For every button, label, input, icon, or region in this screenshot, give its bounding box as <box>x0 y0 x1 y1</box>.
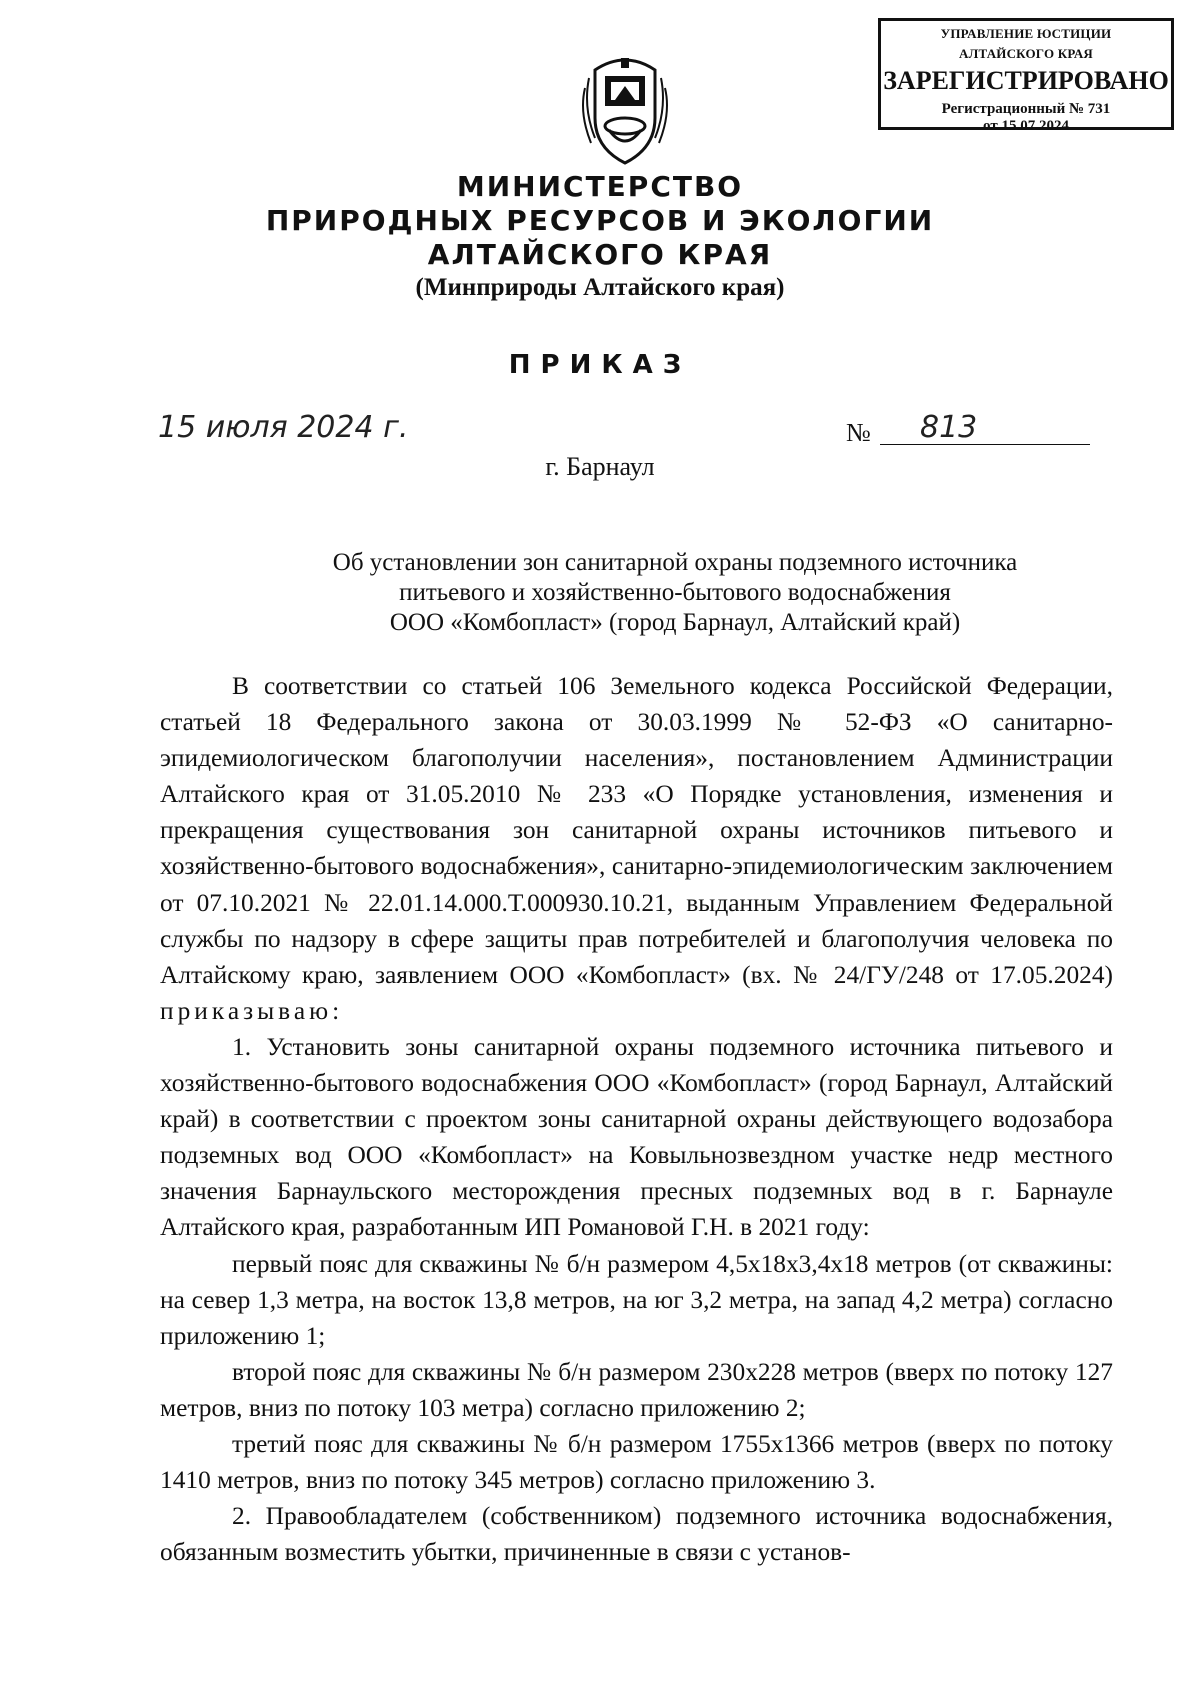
ministry-header <box>0 170 1200 304</box>
city-line: г. Барнаул <box>545 452 655 481</box>
order-subject <box>250 548 1100 638</box>
stamp-org-line1: УПРАВЛЕНИЕ ЮСТИЦИИ <box>940 26 1112 41</box>
paragraph-item-1: 1. Установить зоны санитарной охраны подземного источника питьевого и хозяйственно-бытового водоснабжения ООО «Комбопласт» (город Барнаул, Алтайский край) в соответствии с проектом зоны санитарной охраны действующего водозабора подземных вод ООО «Комбопласт» на Ковыльнозвездном участке недр местного значения Барнаульского месторождения пресных подземных вод в г. Барнауле Алтайского края, разработанным ИП Романовой Г.Н. в 2021 году: <box>160 1032 1113 1242</box>
paragraph-zone-1: первый пояс для скважины № б/н размером 4,5х18х3,4х18 метров (от скважины: на север 1,3 метра, на восток 13,8 метров, на юг 3,2 метра, на запад 4,2 метра) согласно приложению 1; <box>160 1249 1113 1350</box>
stamp-reg-date: от 15.07.2024 <box>983 118 1069 134</box>
order-body <box>160 668 1113 1570</box>
header-line2: ПРИРОДНЫХ РЕСУРСОВ И ЭКОЛОГИИ <box>265 204 935 237</box>
paragraph-item-2: 2. Правообладателем (собственником) подземного источника водоснабжения, обязанным возместить убытки, причиненные в связи с установ- <box>160 1502 1113 1567</box>
handwritten-date: 15 июля 2024 г. <box>158 410 409 445</box>
preamble-text: В соответствии со статьей 106 Земельного кодекса Российской Федерации, статьей 18 Федерального закона от 30.03.1999 № 52-ФЗ «О санитарно-эпидемиологическом благополучии населения», постановлением Администрации Алтайского края от 31.05.2010 № 233 «О Порядке установления, изменения и прекращения существования зон санитарной охраны источников питьевого и хозяйственно-бытового водоснабжения», санитарно-эпидемиологическим заключением от 07.10.2021 № 22.01.14.000.Т.000930.10.21, выданным Управлением Федеральной службы по надзору в сфере защиты прав потребителей и благополучия человека по Алтайскому краю, заявлением ООО «Комбопласт» (вх. № 24/ГУ/248 от 17.05.2024) <box>160 672 1113 989</box>
paragraph-zone-2: второй пояс для скважины № б/н размером 230х228 метров (вверх по потоку 127 метров, вниз по потоку 103 метра) согласно приложению 2; <box>160 1357 1113 1422</box>
document-type: ПРИКАЗ <box>508 350 692 380</box>
header-line1: МИНИСТЕРСТВО <box>456 170 744 203</box>
stamp-org-line2: АЛТАЙСКОГО КРАЯ <box>959 46 1093 61</box>
subject-line1: Об установлении зон санитарной охраны подземного источника <box>332 549 1018 576</box>
number-label: № <box>846 418 871 447</box>
paragraph-zone-3: третий пояс для скважины № б/н размером 1755х1366 метров (вверх по потоку 1410 метров, вниз по потоку 345 метров) согласно приложению 3. <box>160 1429 1113 1495</box>
handwritten-number: 813 <box>920 410 978 445</box>
altai-krai-coat-of-arms-icon <box>575 48 675 168</box>
header-line3: АЛТАЙСКОГО КРАЯ <box>427 238 773 271</box>
stamp-reg-number: Регистрационный № 731 <box>941 101 1111 117</box>
order-word: приказываю: <box>160 996 344 1025</box>
header-short-name: (Минприроды Алтайского края) <box>415 274 785 301</box>
stamp-status: ЗАРЕГИСТРИРОВАНО <box>883 66 1169 95</box>
paragraph-preamble <box>160 668 1113 1029</box>
registration-stamp <box>878 18 1174 134</box>
subject-line3: ООО «Комбопласт» (город Барнаул, Алтайский край) <box>389 609 961 636</box>
subject-line2: питьевого и хозяйственно-бытового водоснабжения <box>399 579 951 606</box>
number-underline <box>880 444 1090 445</box>
